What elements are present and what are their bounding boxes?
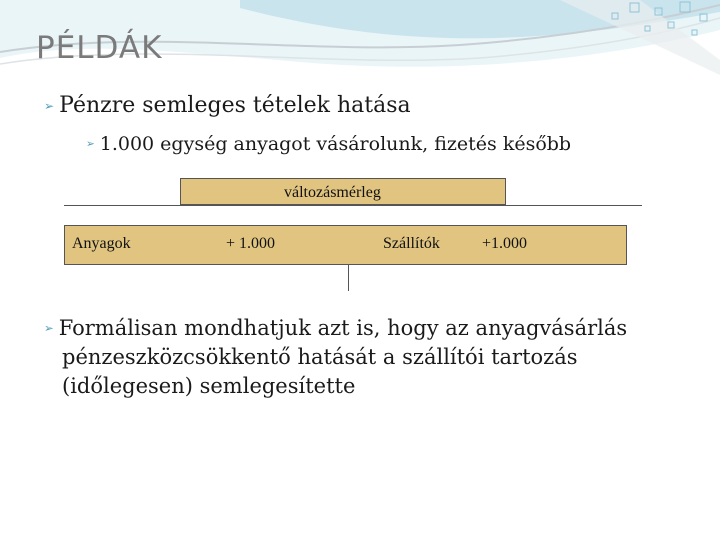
bullet-sub: [86, 133, 571, 155]
bullet-main-text: Pénzre semleges tételek hatása: [59, 93, 411, 118]
right-account-amount: +1.000: [482, 235, 528, 252]
table-top-rule: [64, 205, 642, 206]
left-account-amount: + 1.000: [226, 235, 276, 252]
conclusion-line-2: pénzeszközcsökkentő hatását a szállítói tartozás: [62, 345, 578, 369]
conclusion-line-1: Formálisan mondhatjuk azt is, hogy az anyagvásárlás: [58, 316, 628, 340]
arrow-bullet-icon: ➢: [44, 98, 55, 113]
right-account-name: Szállítók: [383, 235, 440, 252]
conclusion-line-3: (időlegesen) semlegesítette: [62, 374, 356, 398]
table-center-divider: [348, 265, 349, 291]
conclusion-line: [44, 314, 684, 343]
left-account-name: Anyagok: [72, 235, 131, 252]
arrow-bullet-icon: ➢: [86, 138, 95, 150]
slide-title: PÉLDÁK: [36, 30, 163, 66]
bullet-sub-text: 1.000 egység anyagot vásárolunk, fizetés később: [99, 133, 572, 155]
bullet-main: [44, 93, 411, 118]
table-body-box: [64, 225, 627, 265]
arrow-bullet-icon: ➢: [44, 321, 54, 335]
table-header: változásmérleg: [284, 184, 381, 201]
bullet-conclusion: [44, 314, 684, 401]
